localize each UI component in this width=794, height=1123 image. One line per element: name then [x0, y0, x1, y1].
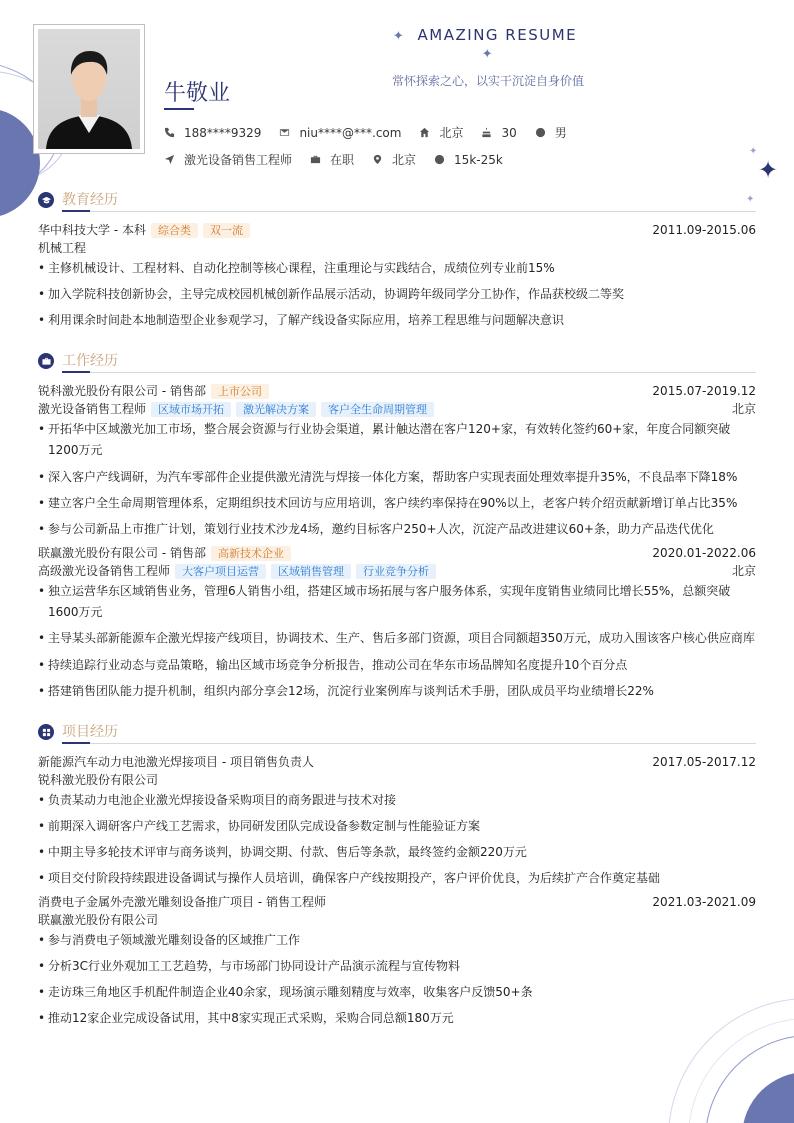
list-item: • 前期深入调研客户产线工艺需求，协同研发团队完成设备参数定制与性能验证方案	[38, 816, 756, 837]
sparkle-icon: ✦	[758, 156, 779, 184]
list-item: • 主导某头部新能源车企激光焊接产线项目，协调技术、生产、售后多部门资源，项目合同额超350万元，成功入围该客户核心供应商库	[38, 628, 756, 649]
project-title: 新能源汽车动力电池激光焊接项目 - 项目销售负责人	[38, 755, 314, 769]
section-divider	[62, 743, 756, 744]
list-item: • 利用课余时间赴本地制造型企业参观学习，了解产线设备实际应用，培养工程思维与问题解决意识	[38, 310, 756, 331]
job-period: 2020.01-2022.06	[652, 546, 756, 560]
job-header-row	[38, 382, 756, 400]
name-underline	[164, 108, 194, 110]
briefcase-icon	[310, 154, 321, 165]
sparkle-icon: ✦	[749, 146, 758, 157]
avatar	[38, 29, 140, 149]
phone-item	[164, 126, 261, 140]
home-icon	[419, 127, 430, 138]
gender-item	[535, 124, 567, 141]
list-item: • 加入学院科技创新协会，主导完成校园机械创新作品展示活动，协调跨年级同学分工协作，作品获校级二等奖	[38, 284, 756, 305]
list-item: • 负责某动力电池企业激光焊接设备采购项目的商务跟进与技术对接	[38, 790, 756, 811]
section-divider	[62, 211, 756, 212]
job-location: 北京	[731, 564, 756, 578]
list-item: • 持续追踪行业动态与竞品策略，输出区域市场竞争分析报告，推动公司在华东市场品牌知名度提升10个百分点	[38, 655, 756, 676]
resume-title	[388, 26, 588, 62]
major: 机械工程	[38, 241, 87, 255]
education-section-header	[38, 190, 756, 212]
list-item: • 走访珠三角地区手机配件制造企业40余家，现场演示雕刻精度与效率，收集客户反馈50+条	[38, 982, 756, 1003]
job-location: 北京	[731, 402, 756, 416]
phone-icon	[164, 127, 175, 138]
send-icon	[164, 154, 175, 165]
status-item	[310, 151, 354, 168]
project-company-row	[38, 771, 756, 789]
project-company-row	[38, 911, 756, 929]
briefcase-icon	[38, 353, 54, 369]
grid-icon	[38, 724, 54, 740]
company-tag: 上市公司	[211, 384, 269, 399]
section-divider	[62, 372, 756, 373]
location-pin-icon	[372, 154, 383, 165]
job-status: 在职	[330, 153, 355, 167]
skill-tag: 行业竞争分析	[356, 564, 436, 579]
projects-section-header	[38, 722, 756, 744]
skill-tag: 区域市场开拓	[151, 402, 231, 417]
job-period: 2015.07-2019.12	[652, 384, 756, 398]
brand-header	[388, 26, 588, 89]
phone-number: 188****9329	[184, 125, 262, 140]
list-item: • 建立客户全生命周期管理体系，定期组织技术回访与应用培训，客户续约率保持在90%以上，老客户转介绍贡献新增订单占比35%	[38, 493, 756, 514]
project-company: 锐科激光股份有限公司	[38, 773, 159, 787]
section-divider-accent	[62, 210, 90, 212]
education-period: 2011.09-2015.06	[652, 223, 756, 237]
expected-salary: 15k-25k	[454, 152, 503, 167]
list-item: • 主修机械设计、工程材料、自动化控制等核心课程，注重理论与实践结合，成绩位列专业前15%	[38, 258, 756, 279]
section-title: 工作经历	[62, 353, 118, 369]
project-company: 联赢激光股份有限公司	[38, 913, 159, 927]
list-item: • 中期主导多轮技术评审与商务谈判，协调交期、付款、售后等条款，最终签约金额220万元	[38, 842, 756, 863]
list-item: • 推动12家企业完成设备试用，其中8家实现正式采购，采购合同总额180万元	[38, 1008, 756, 1029]
list-item: • 分析3C行业外观加工工艺趋势，与市场部门协同设计产品演示流程与宣传物料	[38, 956, 756, 977]
major-row	[38, 239, 756, 257]
star-icon: ✦	[392, 29, 406, 44]
list-item: • 参与消费电子领域激光雕刻设备的区域推广工作	[38, 930, 756, 951]
school-name: 华中科技大学 - 本科	[38, 223, 146, 237]
work-section-header	[38, 351, 756, 373]
project-header-row	[38, 893, 756, 911]
mail-icon	[279, 127, 290, 138]
user-icon	[535, 127, 546, 138]
job-target-item	[164, 151, 292, 168]
project-title: 消费电子金属外壳激光雕刻设备推广项目 - 销售工程师	[38, 895, 326, 909]
contact-info-row	[164, 124, 585, 141]
salary-item	[434, 153, 503, 167]
target-city-item	[372, 151, 416, 168]
target-city: 北京	[392, 153, 417, 167]
skill-tag: 大客户项目运营	[175, 564, 266, 579]
job-role-row	[38, 562, 756, 580]
section-divider-accent	[62, 742, 90, 744]
job-role: 高级激光设备销售工程师	[38, 564, 171, 578]
project-period: 2021.03-2021.09	[652, 895, 756, 909]
school-tag: 双一流	[203, 223, 250, 238]
school-tag: 综合类	[151, 223, 198, 238]
list-item: • 搭建销售团队能力提升机制，组织内部分享会12场，沉淀行业案例库与谈判话术手册，团队成员平均业绩增长22%	[38, 681, 756, 702]
skill-tag: 区域销售管理	[271, 564, 351, 579]
sparkle-icon: ✦	[746, 194, 755, 205]
age: 30	[501, 125, 517, 140]
list-item: • 项目交付阶段持续跟进设备调试与操作人员培训，确保客户产线按期投产，客户评价优良，为后续扩产合作奠定基础	[38, 868, 756, 889]
money-icon	[434, 154, 445, 165]
company-name: 锐科激光股份有限公司 - 销售部	[38, 384, 206, 398]
job-intent-row	[164, 151, 521, 168]
job-role-row	[38, 400, 756, 418]
list-item: • 参与公司新品上市推广计划，策划行业技术沙龙4场，邀约目标客户250+人次，沉淀产品改进建议60+条，助力产品迭代优化	[38, 519, 756, 540]
company-name: 联赢激光股份有限公司 - 销售部	[38, 546, 206, 560]
graduation-cap-icon	[38, 192, 54, 208]
project-period: 2017.05-2017.12	[652, 755, 756, 769]
city: 北京	[439, 126, 464, 140]
email-item	[279, 126, 401, 140]
gender: 男	[554, 126, 567, 140]
section-divider-accent	[62, 371, 90, 373]
cake-icon	[481, 127, 492, 138]
project-header-row	[38, 753, 756, 771]
profile-photo	[33, 24, 145, 154]
resume-title-text: AMAZING RESUME	[417, 26, 578, 44]
job-target: 激光设备销售工程师	[184, 153, 293, 167]
section-title: 教育经历	[62, 192, 118, 208]
city-item	[419, 124, 463, 141]
email-address: niu****@***.com	[299, 125, 402, 140]
skill-tag: 客户全生命周期管理	[321, 402, 434, 417]
section-title: 项目经历	[62, 724, 118, 740]
age-item	[481, 126, 516, 140]
list-item: • 深入客户产线调研，为汽车零部件企业提供激光清洗与焊接一体化方案，帮助客户实现表面处理效率提升35%，不良品率下降18%	[38, 467, 756, 488]
star-icon: ✦	[481, 47, 495, 62]
list-item: • 独立运营华东区域销售业务，管理6人销售小组，搭建区域市场拓展与客户服务体系，实现年度销售业绩同比增长55%，总额突破1600万元	[38, 581, 756, 623]
education-row	[38, 221, 756, 239]
resume-motto: 常怀探索之心，以实干沉淀自身价值	[391, 74, 584, 88]
skill-tag: 激光解决方案	[236, 402, 316, 417]
company-tag: 高新技术企业	[211, 546, 291, 561]
candidate-name: 牛敬业	[164, 81, 231, 106]
job-header-row	[38, 544, 756, 562]
job-role: 激光设备销售工程师	[38, 402, 147, 416]
list-item: • 开拓华中区域激光加工市场，整合展会资源与行业协会渠道，累计触达潜在客户120+家，有效转化签约60+家，年度合同额突破1200万元	[38, 419, 756, 461]
